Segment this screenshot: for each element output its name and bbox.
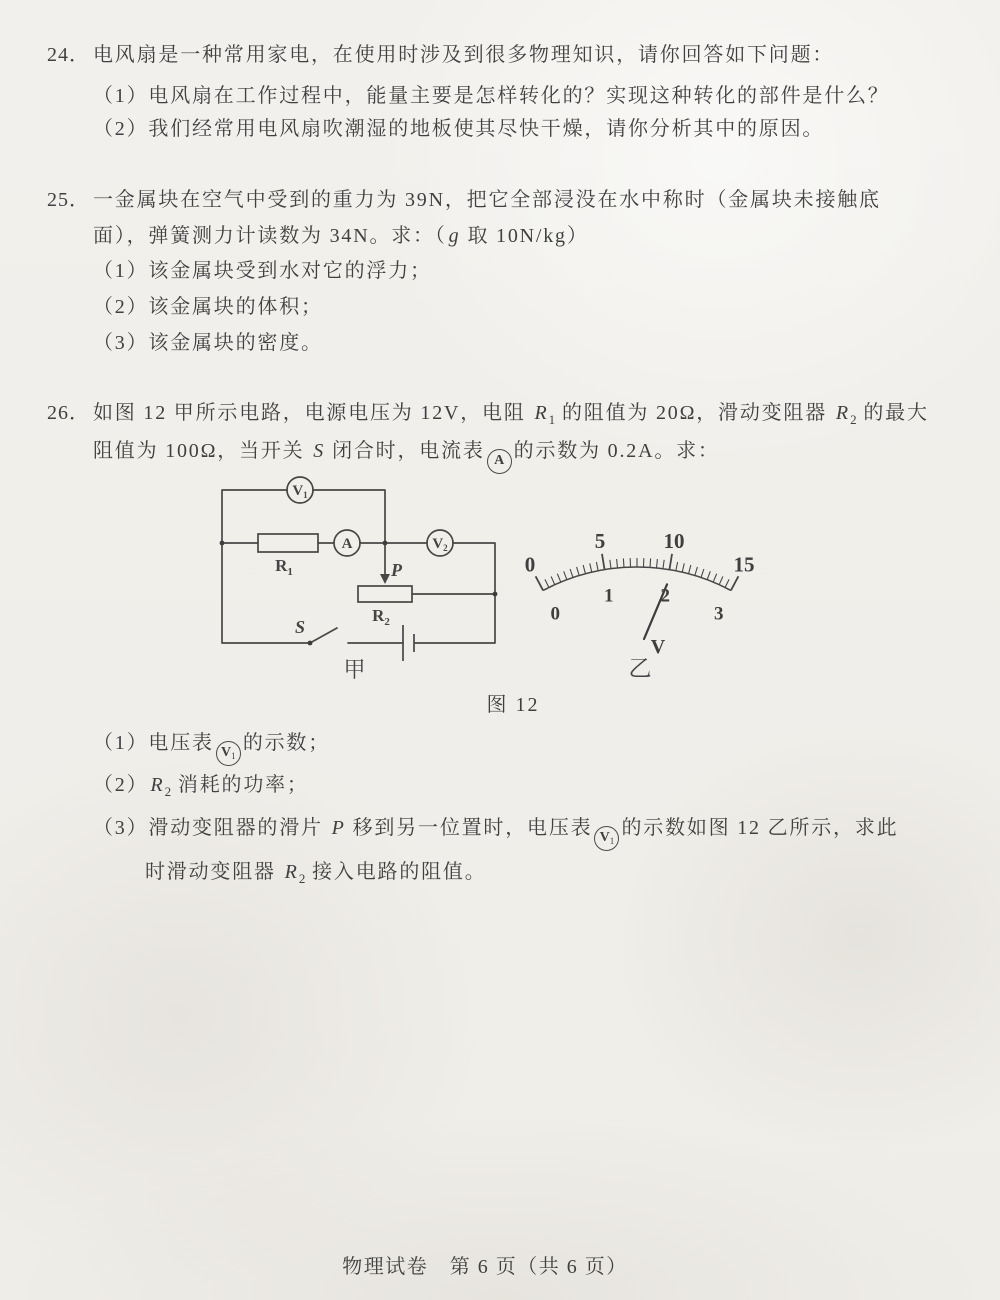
panel-jia-label: 甲: [343, 657, 367, 682]
circuit-wires: [222, 490, 495, 643]
slider-p-label: P: [391, 560, 402, 580]
junction-dot: [493, 592, 498, 597]
circled-meter-symbol: A: [487, 449, 512, 474]
meter-inner-scale-label: 1: [604, 585, 614, 607]
meter-tick: [583, 565, 585, 574]
junction-dot: [220, 541, 225, 546]
meter-tick: [701, 569, 704, 578]
circled-meter-symbol: V 1: [216, 741, 241, 766]
meter-tick: [551, 576, 555, 584]
q25-stem-line2: 面），弹簧测力计读数为 34N。求：（ g 取 10N/kg）: [93, 225, 589, 247]
q25-part1: （1）该金属块受到水对它的浮力；: [93, 260, 432, 282]
circled-meter-symbol: V 1: [594, 826, 619, 851]
q25-part3: （3）该金属块的密度。: [93, 332, 323, 354]
q24-stem: 电风扇是一种常用家电，在使用时涉及到很多物理知识，请你回答如下问题：: [93, 44, 835, 66]
slider-arrowhead: [380, 574, 390, 584]
meter-tick: [536, 576, 544, 590]
q24-part1: （1）电风扇在工作过程中，能量主要是怎样转化的？实现这种转化的部件是什么？: [93, 85, 890, 107]
q24-part2: （2）我们经常用电风扇吹潮湿的地板使其尽快干燥，请你分析其中的原因。: [93, 118, 825, 140]
meter-tick: [557, 574, 560, 582]
meter-tick: [682, 563, 684, 572]
meter-tick: [650, 558, 651, 567]
meter-unit-label: V: [650, 636, 666, 658]
meter-inner-scale-label: 0: [550, 603, 561, 625]
meter-tick: [590, 563, 592, 572]
ammeter-label: A: [341, 536, 353, 552]
meter-tick: [707, 571, 710, 579]
page-footer: 物理试卷 第 6 页（共 6 页）: [342, 1256, 628, 1278]
meter-tick: [676, 562, 678, 571]
meter-tick: [669, 554, 672, 570]
circuit-diagram: [200, 470, 520, 715]
voltmeter-v2-label: $V_2$: [432, 536, 448, 553]
meter-tick: [602, 554, 605, 570]
junction-dot: [383, 541, 388, 546]
q26-part3-line2: 时滑动变阻器 R $_2$ 接入电路的阻值。: [145, 861, 487, 886]
meter-tick: [731, 576, 739, 590]
q25-part2: （2）该金属块的体积；: [93, 296, 323, 318]
q25-number: 25．: [47, 189, 90, 211]
q24-number: 24．: [47, 44, 90, 66]
meter-tick: [570, 569, 573, 578]
q26-stem-line2: 阻值为 100Ω，当开关 S 闭合时，电流表 A 的示数为 0.2A。求：: [93, 438, 720, 474]
switch-blade: [310, 628, 337, 643]
switch-pivot-dot: [308, 641, 313, 646]
meter-tick: [564, 571, 567, 579]
meter-tick: [545, 579, 549, 587]
q26-stem-line1: 如图 12 甲所示电路，电源电压为 12V，电阻 R $_1$ 的阻值为 20Ω，滑动变阻器 R $_2$ 的最大: [93, 402, 929, 427]
meter-tick: [663, 560, 664, 569]
meter-tick: [719, 576, 723, 584]
q26-number: 26．: [47, 402, 90, 424]
meter-tick: [610, 560, 611, 569]
switch-s-label: S: [295, 617, 306, 637]
rheostat-r2-label: $R_2$: [372, 606, 390, 628]
meter-tick: [623, 558, 624, 567]
q26-part1: （1）电压表 V 1 的示数；: [93, 730, 330, 766]
meter-tick: [577, 567, 580, 576]
meter-tick: [657, 559, 658, 568]
meter-outer-scale-label: 5: [594, 529, 606, 554]
meter-tick: [695, 567, 698, 576]
meter-tick: [689, 565, 691, 574]
rheostat-r2-box: [358, 586, 412, 602]
q26-part2: （2） R $_2$ 消耗的功率；: [93, 774, 309, 799]
panel-yi-label: 乙: [628, 656, 652, 681]
figure-caption: 图 12: [486, 694, 540, 716]
resistor-r1-label: $R_1$: [275, 556, 293, 578]
meter-outer-scale-label: 0: [524, 552, 536, 577]
meter-outer-scale-label: 15: [733, 552, 755, 577]
meter-arc: [543, 567, 731, 590]
voltmeter-v1-label: $V_1$: [292, 483, 308, 500]
q25-stem-line1: 一金属块在空气中受到的重力为 39N，把它全部浸没在水中称时（金属块未接触底: [93, 189, 881, 211]
meter-inner-scale-label: 2: [660, 585, 670, 607]
meter-tick: [617, 559, 618, 568]
meter-tick: [596, 562, 598, 571]
resistor-r1-box: [258, 534, 318, 552]
meter-inner-scale-label: 3: [713, 603, 724, 625]
meter-tick: [713, 574, 716, 582]
meter-tick: [725, 579, 729, 587]
meter-outer-scale-label: 10: [663, 529, 685, 554]
q26-part3-line1: （3）滑动变阻器的滑片 P 移到另一位置时，电压表 V 1 的示数如图 12 乙所示，求此: [93, 815, 898, 851]
voltmeter-scale-figure: [515, 520, 770, 680]
